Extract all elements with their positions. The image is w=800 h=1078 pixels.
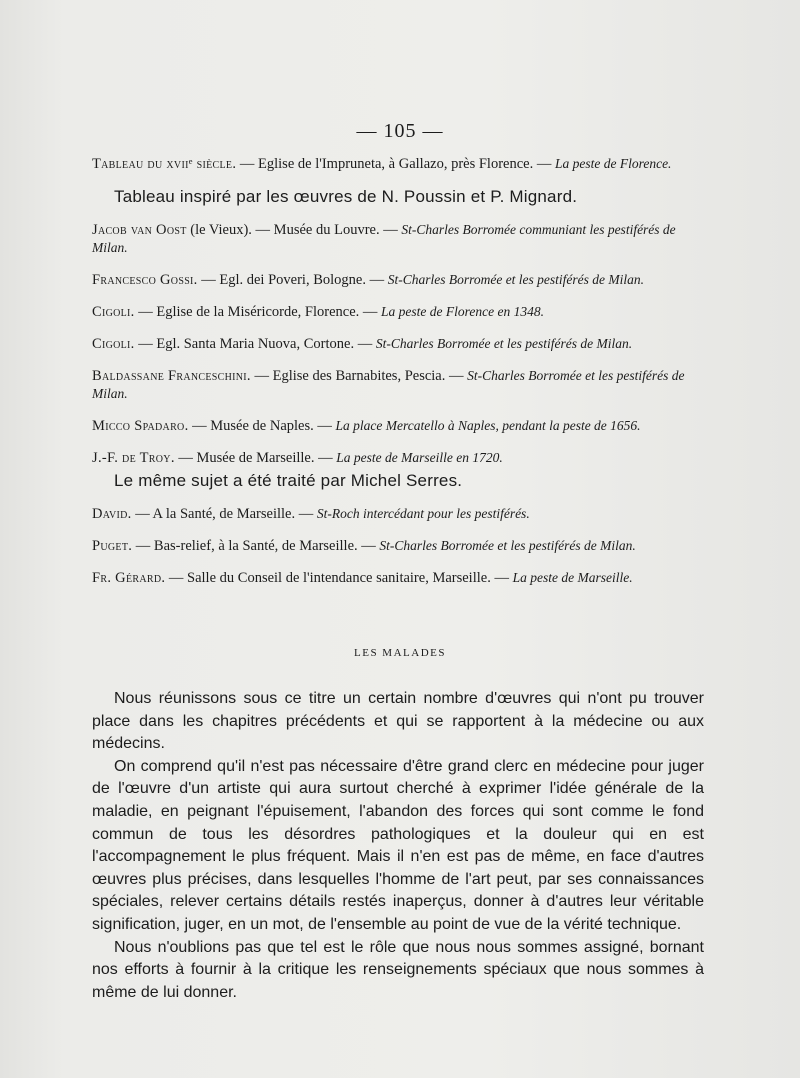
paragraph: On comprend qu'il n'est pas nécessaire d'être grand clerc en médecine pour juger de l'œuvre d'un artiste qui aura surtout cherché à exprimer l'idée générale de la maladie, en peignant l'épuisement, l'abandon des forces qui sont comme le fond commun de tous les désordres pathologiques et la douleur qui en est l'accompagnement le plus fréquent. Mais il n'en est pas de même, en face d'autres œuvres plus précises, dans lesquelles l'homme de l'art peut, par ses connaissances spéciales, relever certains détails restés inaperçus, donner à d'autres leur véritable signification, juger, en un mot, de l'ensemble au point de vue de la vérité technique. xyxy=(92,757,704,933)
artwork-title: St-Charles Borromée communiant les pestiférés de Milan. xyxy=(92,222,676,255)
artwork-location: — Egl. dei Poveri, Bologne. — xyxy=(197,272,388,288)
artist-name: Jacob van Oost xyxy=(92,222,187,238)
artwork-location: — Musée de Naples. — xyxy=(188,418,336,434)
artwork-title: La peste de Florence. xyxy=(554,156,672,171)
list-item xyxy=(92,271,712,289)
list-item xyxy=(92,449,712,467)
artist-name: Cigoli. xyxy=(92,304,135,320)
artwork-location: — Eglise de l'Impruneta, à Gallazo, près Florence. — xyxy=(236,156,555,172)
list-item xyxy=(92,569,712,587)
list-item xyxy=(92,221,712,257)
list-item xyxy=(92,335,712,353)
artwork-title: La peste de Florence en 1348. xyxy=(381,304,545,319)
artwork-title: St-Charles Borromée et les pestiférés de Milan. xyxy=(92,368,685,401)
artist-name: Cigoli. xyxy=(92,336,135,352)
artist-name: Francesco Gossi. xyxy=(92,272,198,288)
artwork-title: St-Charles Borromée et les pestiférés de Milan. xyxy=(387,272,645,287)
list-item xyxy=(92,155,712,173)
paragraph: Nous n'oublions pas que tel est le rôle que nous nous sommes assigné, bornant nos efforts à fournir à la critique les renseignements spéciaux que nous sommes à même de lui donner. xyxy=(92,938,704,1001)
list-item xyxy=(92,303,712,321)
page-number: — 105 — xyxy=(356,120,444,142)
artwork-list xyxy=(92,155,712,601)
list-item xyxy=(92,367,712,403)
body-text xyxy=(92,688,704,1004)
entry-note: Le même sujet a été traité par Michel Serres. xyxy=(114,471,463,490)
artwork-location: — Eglise de la Miséricorde, Florence. — xyxy=(134,304,382,320)
artwork-location: — Salle du Conseil de l'intendance sanitaire, Marseille. — xyxy=(165,570,513,586)
artist-name: David. xyxy=(92,506,132,522)
artwork-location: (le Vieux). — Musée du Louvre. — xyxy=(186,222,402,238)
artwork-title: St-Charles Borromée et les pestiférés de Milan. xyxy=(375,336,633,351)
list-item xyxy=(92,505,712,523)
artist-name: J.-F. de Troy. xyxy=(92,450,175,466)
artist-name: Puget. xyxy=(92,538,133,554)
artist-name: Tableau du xviiᵉ siècle. xyxy=(92,156,237,172)
artwork-title: St-Charles Borromée et les pestiférés de Milan. xyxy=(379,538,636,553)
artist-name: Micco Spadaro. xyxy=(92,418,189,434)
artwork-location: — Bas-relief, à la Santé, de Marseille. — xyxy=(132,538,380,554)
list-item xyxy=(92,417,712,435)
artist-name: Fr. Gérard. xyxy=(92,570,166,586)
artwork-location: — A la Santé, de Marseille. — xyxy=(131,506,317,522)
artwork-location: — Musée de Marseille. — xyxy=(174,450,337,466)
artist-name: Baldassane Franceschini. xyxy=(92,368,251,384)
artwork-title: La peste de Marseille. xyxy=(512,570,633,585)
artwork-location: — Eglise des Barnabites, Pescia. — xyxy=(250,368,468,384)
artwork-title: St-Roch intercédant pour les pestiférés. xyxy=(316,506,530,521)
entry-note: Tableau inspiré par les œuvres de N. Poussin et P. Mignard. xyxy=(114,187,578,206)
paragraph: Nous réunissons sous ce titre un certain nombre d'œuvres qui n'ont pu trouver place dans les chapitres précédents et qui se rapportent à la médecine ou aux médecins. xyxy=(92,690,704,753)
artwork-title: La peste de Marseille en 1720. xyxy=(336,450,503,465)
list-item xyxy=(92,537,712,555)
section-heading: LES MALADES xyxy=(354,647,446,659)
artwork-location: — Egl. Santa Maria Nuova, Cortone. — xyxy=(134,336,376,352)
artwork-title: La place Mercatello à Naples, pendant la peste de 1656. xyxy=(335,418,641,433)
